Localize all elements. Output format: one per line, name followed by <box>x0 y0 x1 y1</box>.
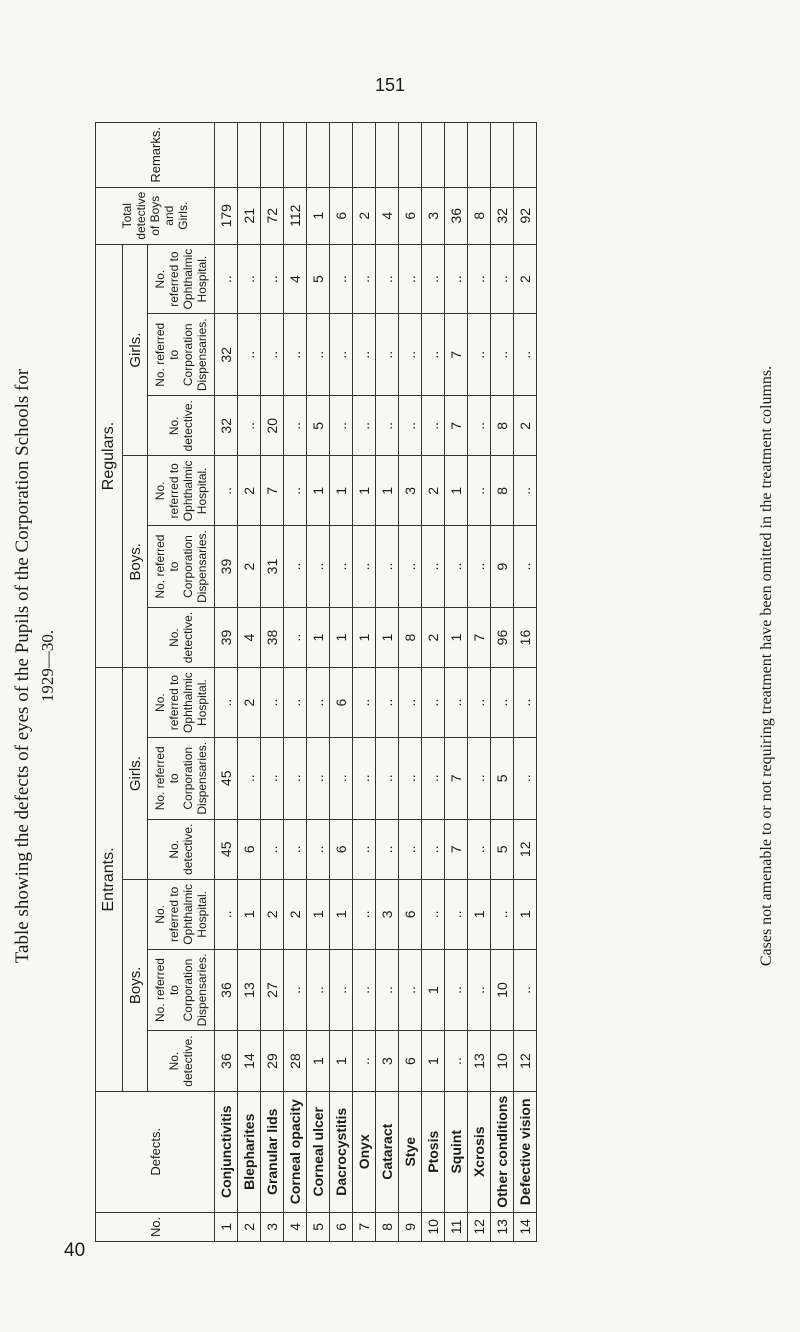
cell-remarks <box>215 123 238 188</box>
cell-no: 14 <box>514 1212 537 1241</box>
cell-eg-disp: .. <box>514 737 537 819</box>
cell-rb-disp: 2 <box>238 526 261 608</box>
cell-remarks <box>330 123 353 188</box>
cell-no: 2 <box>238 1212 261 1241</box>
col-header-hospital: No. referred to Ophthalmic Hospital. <box>148 668 215 738</box>
cell-eg-disp: .. <box>238 737 261 819</box>
cell-eb-det: 29 <box>261 1031 284 1091</box>
col-header-dispensary: No. referred to Corporation Dispensaries. <box>148 526 215 608</box>
sub-header-regulars-girls: Girls. <box>123 244 148 456</box>
cell-no: 13 <box>491 1212 514 1241</box>
cell-rg-det: .. <box>376 396 399 456</box>
cell-eg-hosp: .. <box>261 668 284 738</box>
cell-rb-det: 38 <box>261 607 284 667</box>
cell-eb-det: 3 <box>376 1031 399 1091</box>
cell-total: 6 <box>330 187 353 244</box>
cell-rb-disp: .. <box>399 526 422 608</box>
cell-eb-hosp: .. <box>422 879 445 949</box>
cell-rb-det: 1 <box>445 607 468 667</box>
col-header-detective: No. detective. <box>148 819 215 879</box>
cell-eb-det: 6 <box>399 1031 422 1091</box>
group-header-regulars: Regulars. <box>96 244 123 668</box>
cell-rb-hosp: 3 <box>399 456 422 526</box>
cell-remarks <box>307 123 330 188</box>
sub-header-entrants-boys: Boys. <box>123 879 148 1091</box>
cell-rg-disp: .. <box>468 314 491 396</box>
cell-eg-det: .. <box>399 819 422 879</box>
cell-rb-disp: 31 <box>261 526 284 608</box>
cell-eg-hosp: .. <box>353 668 376 738</box>
cell-eb-disp: .. <box>445 949 468 1031</box>
cell-total: 6 <box>399 187 422 244</box>
cell-rg-det: 32 <box>215 396 238 456</box>
cell-rg-disp: .. <box>491 314 514 396</box>
cell-total: 3 <box>422 187 445 244</box>
cell-rb-disp: .. <box>307 526 330 608</box>
cell-eg-det: 6 <box>330 819 353 879</box>
cell-rg-det: .. <box>330 396 353 456</box>
cell-eb-disp: .. <box>376 949 399 1031</box>
cell-rb-det: 16 <box>514 607 537 667</box>
cell-eb-det: 13 <box>468 1031 491 1091</box>
cell-rb-disp: .. <box>284 526 307 608</box>
cell-rb-det: 1 <box>353 607 376 667</box>
col-header-dispensary: No. referred to Corporation Dispensaries. <box>148 737 215 819</box>
cell-no: 6 <box>330 1212 353 1241</box>
defects-table <box>95 122 537 1242</box>
cell-rg-hosp: .. <box>238 244 261 314</box>
col-header-defects: Defects. <box>96 1091 215 1212</box>
cell-eb-disp: .. <box>514 949 537 1031</box>
cell-rb-disp: .. <box>422 526 445 608</box>
cell-eb-hosp: .. <box>353 879 376 949</box>
cell-rb-hosp: .. <box>468 456 491 526</box>
cell-rg-hosp: .. <box>399 244 422 314</box>
cell-eg-hosp: .. <box>422 668 445 738</box>
cell-defect: Stye <box>399 1091 422 1212</box>
cell-defect: Corneal opacity <box>284 1091 307 1212</box>
cell-eb-hosp: 1 <box>514 879 537 949</box>
cell-rg-hosp: .. <box>353 244 376 314</box>
cell-rb-disp: .. <box>376 526 399 608</box>
cell-rg-disp: 32 <box>215 314 238 396</box>
cell-eb-det: 12 <box>514 1031 537 1091</box>
cell-rg-hosp: .. <box>330 244 353 314</box>
cell-total: 112 <box>284 187 307 244</box>
cell-defect: Xcrosis <box>468 1091 491 1212</box>
cell-rg-disp: .. <box>422 314 445 396</box>
table-row <box>468 123 491 1242</box>
cell-rb-det: .. <box>284 607 307 667</box>
cell-rb-hosp: 1 <box>353 456 376 526</box>
cell-eg-det: .. <box>468 819 491 879</box>
cell-eb-disp: 27 <box>261 949 284 1031</box>
cell-no: 5 <box>307 1212 330 1241</box>
cell-rb-hosp: 7 <box>261 456 284 526</box>
cell-rb-hosp: 8 <box>491 456 514 526</box>
cell-eg-disp: .. <box>468 737 491 819</box>
cell-eb-disp: .. <box>353 949 376 1031</box>
cell-rb-disp: 39 <box>215 526 238 608</box>
cell-eb-det: 1 <box>422 1031 445 1091</box>
cell-eg-hosp: .. <box>514 668 537 738</box>
cell-rb-disp: 9 <box>491 526 514 608</box>
cell-eg-hosp: .. <box>307 668 330 738</box>
cell-eg-hosp: 6 <box>330 668 353 738</box>
cell-eb-hosp: .. <box>215 879 238 949</box>
table-row <box>215 123 238 1242</box>
table-row <box>514 123 537 1242</box>
cell-rb-hosp: .. <box>284 456 307 526</box>
cell-rb-disp: .. <box>514 526 537 608</box>
cell-rb-det: 7 <box>468 607 491 667</box>
col-header-hospital: No. referred to Ophthalmic Hospital. <box>148 879 215 949</box>
cell-total: 1 <box>307 187 330 244</box>
cell-eb-hosp: 1 <box>307 879 330 949</box>
cell-eb-det: .. <box>445 1031 468 1091</box>
table-title: Table showing the defects of eyes of the Pupils of the Corporation Schools for <box>12 368 33 964</box>
cell-eg-disp: 45 <box>215 737 238 819</box>
cell-defect: Cataract <box>376 1091 399 1212</box>
cell-rb-det: 1 <box>376 607 399 667</box>
cell-eg-det: 12 <box>514 819 537 879</box>
cell-eb-disp: .. <box>307 949 330 1031</box>
page-number: 151 <box>375 75 406 95</box>
cell-eg-det: .. <box>376 819 399 879</box>
cell-eb-disp: 36 <box>215 949 238 1031</box>
cell-rb-disp: .. <box>353 526 376 608</box>
cell-defect: Conjunctivitis <box>215 1091 238 1212</box>
cell-eb-hosp: 1 <box>330 879 353 949</box>
cell-total: 8 <box>468 187 491 244</box>
cell-defect: Ptosis <box>422 1091 445 1212</box>
cell-rb-hosp: 2 <box>422 456 445 526</box>
cell-eb-hosp: 2 <box>261 879 284 949</box>
cell-rg-det: 7 <box>445 396 468 456</box>
cell-eg-det: 6 <box>238 819 261 879</box>
cell-no: 12 <box>468 1212 491 1241</box>
cell-rg-hosp: 4 <box>284 244 307 314</box>
cell-total: 21 <box>238 187 261 244</box>
cell-rg-det: .. <box>468 396 491 456</box>
cell-eg-hosp: .. <box>399 668 422 738</box>
cell-rb-hosp: .. <box>514 456 537 526</box>
cell-total: 92 <box>514 187 537 244</box>
cell-rg-disp: .. <box>514 314 537 396</box>
cell-remarks <box>445 123 468 188</box>
cell-remarks <box>422 123 445 188</box>
cell-eg-hosp: .. <box>491 668 514 738</box>
cell-rb-disp: .. <box>330 526 353 608</box>
cell-eb-det: 28 <box>284 1031 307 1091</box>
cell-no: 3 <box>261 1212 284 1241</box>
cell-eg-disp: .. <box>307 737 330 819</box>
cell-eg-det: 45 <box>215 819 238 879</box>
cell-rg-disp: .. <box>261 314 284 396</box>
cell-eg-det: .. <box>307 819 330 879</box>
cell-defect: Other conditions <box>491 1091 514 1212</box>
cell-rg-hosp: .. <box>376 244 399 314</box>
cell-total: 32 <box>491 187 514 244</box>
cell-total: 72 <box>261 187 284 244</box>
cell-rb-det: 39 <box>215 607 238 667</box>
cell-eg-disp: .. <box>330 737 353 819</box>
cell-eb-det: 1 <box>330 1031 353 1091</box>
cell-total: 179 <box>215 187 238 244</box>
cell-eg-det: .. <box>422 819 445 879</box>
cell-rg-hosp: 5 <box>307 244 330 314</box>
cell-eb-hosp: .. <box>491 879 514 949</box>
cell-rg-hosp: .. <box>491 244 514 314</box>
table-row <box>422 123 445 1242</box>
cell-eg-det: 5 <box>491 819 514 879</box>
group-header-entrants: Entrants. <box>96 668 123 1092</box>
cell-rb-disp: .. <box>445 526 468 608</box>
cell-eb-disp: .. <box>284 949 307 1031</box>
cell-eb-hosp: 3 <box>376 879 399 949</box>
cell-rg-det: .. <box>422 396 445 456</box>
cell-rg-hosp: 2 <box>514 244 537 314</box>
cell-eb-hosp: 2 <box>284 879 307 949</box>
cell-remarks <box>491 123 514 188</box>
cell-eb-det: 36 <box>215 1031 238 1091</box>
cell-eb-det: 10 <box>491 1031 514 1091</box>
cell-total: 2 <box>353 187 376 244</box>
table-row <box>353 123 376 1242</box>
cell-rg-det: .. <box>353 396 376 456</box>
cell-eb-hosp: .. <box>445 879 468 949</box>
cell-eg-hosp: .. <box>468 668 491 738</box>
cell-eg-hosp: .. <box>284 668 307 738</box>
cell-rg-disp: .. <box>330 314 353 396</box>
cell-rg-disp: .. <box>284 314 307 396</box>
cell-remarks <box>238 123 261 188</box>
cell-eb-disp: 1 <box>422 949 445 1031</box>
cell-rb-det: 1 <box>307 607 330 667</box>
cell-rg-hosp: .. <box>215 244 238 314</box>
table-row <box>376 123 399 1242</box>
cell-rb-hosp: 1 <box>376 456 399 526</box>
cell-rb-det: 4 <box>238 607 261 667</box>
cell-rg-det: 8 <box>491 396 514 456</box>
cell-rg-disp: .. <box>353 314 376 396</box>
cell-defect: Dacrocystitis <box>330 1091 353 1212</box>
cell-rb-det: 96 <box>491 607 514 667</box>
cell-no: 1 <box>215 1212 238 1241</box>
cell-eg-hosp: .. <box>376 668 399 738</box>
cell-rg-det: 5 <box>307 396 330 456</box>
cell-defect: Granular lids <box>261 1091 284 1212</box>
table-subtitle: 1929—30. <box>38 629 57 703</box>
cell-eb-hosp: 6 <box>399 879 422 949</box>
table-row <box>307 123 330 1242</box>
col-header-remarks: Remarks. <box>96 123 215 188</box>
cell-defect: Defective vision <box>514 1091 537 1212</box>
cell-eg-det: .. <box>261 819 284 879</box>
col-header-no: No. <box>96 1212 215 1241</box>
col-header-detective: No. detective. <box>148 1031 215 1091</box>
cell-defect: Onyx <box>353 1091 376 1212</box>
cell-rg-hosp: .. <box>422 244 445 314</box>
table-row <box>399 123 422 1242</box>
cell-defect: Corneal ulcer <box>307 1091 330 1212</box>
table-row <box>491 123 514 1242</box>
cell-rg-det: 2 <box>514 396 537 456</box>
cell-eg-disp: .. <box>261 737 284 819</box>
cell-no: 8 <box>376 1212 399 1241</box>
cell-eg-disp: 7 <box>445 737 468 819</box>
cell-eg-det: 7 <box>445 819 468 879</box>
cell-remarks <box>353 123 376 188</box>
cell-rb-hosp: 1 <box>330 456 353 526</box>
cell-eb-disp: .. <box>468 949 491 1031</box>
cell-rg-det: .. <box>284 396 307 456</box>
sub-header-entrants-girls: Girls. <box>123 668 148 880</box>
cell-rb-disp: .. <box>468 526 491 608</box>
cell-eb-hosp: 1 <box>468 879 491 949</box>
cell-no: 11 <box>445 1212 468 1241</box>
cell-rg-disp: .. <box>399 314 422 396</box>
table-row <box>330 123 353 1242</box>
cell-remarks <box>284 123 307 188</box>
table-footnote: Cases not amenable to or not requiring treatment have been omitted in the treatment columns. <box>758 365 775 967</box>
cell-rb-det: 2 <box>422 607 445 667</box>
cell-eg-hosp: .. <box>445 668 468 738</box>
cell-rb-det: 8 <box>399 607 422 667</box>
cell-eg-det: .. <box>353 819 376 879</box>
cell-rg-disp: .. <box>307 314 330 396</box>
table-row <box>445 123 468 1242</box>
col-header-hospital: No. referred to Ophthalmic Hospital. <box>148 244 215 314</box>
table-row <box>284 123 307 1242</box>
cell-eb-det: 14 <box>238 1031 261 1091</box>
cell-eb-det: 1 <box>307 1031 330 1091</box>
cell-rg-det: .. <box>399 396 422 456</box>
col-header-detective: No. detective. <box>148 607 215 667</box>
cell-eg-disp: .. <box>399 737 422 819</box>
cell-rg-disp: .. <box>238 314 261 396</box>
cell-rb-hosp: .. <box>215 456 238 526</box>
cell-rb-hosp: 1 <box>307 456 330 526</box>
table-row <box>238 123 261 1242</box>
col-header-total: Total detective of Boys and Girls. <box>96 187 215 244</box>
col-header-dispensary: No. referred to Corporation Dispensaries. <box>148 949 215 1031</box>
cell-total: 4 <box>376 187 399 244</box>
cell-no: 9 <box>399 1212 422 1241</box>
sub-header-regulars-boys: Boys. <box>123 456 148 668</box>
cell-rg-disp: 7 <box>445 314 468 396</box>
cell-remarks <box>399 123 422 188</box>
cell-eb-disp: 13 <box>238 949 261 1031</box>
table-row <box>261 123 284 1242</box>
cell-defect: Blepharites <box>238 1091 261 1212</box>
cell-rg-hosp: .. <box>261 244 284 314</box>
col-header-hospital: No. referred to Ophthalmic Hospital. <box>148 456 215 526</box>
cell-no: 7 <box>353 1212 376 1241</box>
cell-eb-disp: .. <box>399 949 422 1031</box>
cell-eg-hosp: .. <box>215 668 238 738</box>
cell-eb-hosp: 1 <box>238 879 261 949</box>
cell-defect: Squint <box>445 1091 468 1212</box>
cell-remarks <box>261 123 284 188</box>
col-header-detective: No. detective. <box>148 396 215 456</box>
cell-eg-det: .. <box>284 819 307 879</box>
cell-remarks <box>514 123 537 188</box>
cell-eb-disp: .. <box>330 949 353 1031</box>
cell-eg-hosp: 2 <box>238 668 261 738</box>
cell-remarks <box>376 123 399 188</box>
cell-rg-hosp: .. <box>468 244 491 314</box>
cell-total: 36 <box>445 187 468 244</box>
cell-eg-disp: .. <box>353 737 376 819</box>
cell-eg-disp: .. <box>376 737 399 819</box>
cell-eg-disp: .. <box>284 737 307 819</box>
margin-number: 40 <box>64 1240 86 1261</box>
cell-rb-hosp: 1 <box>445 456 468 526</box>
cell-rg-disp: .. <box>376 314 399 396</box>
cell-rb-hosp: 2 <box>238 456 261 526</box>
cell-eg-disp: 5 <box>491 737 514 819</box>
cell-no: 4 <box>284 1212 307 1241</box>
cell-eb-disp: 10 <box>491 949 514 1031</box>
cell-rg-det: .. <box>238 396 261 456</box>
cell-remarks <box>468 123 491 188</box>
cell-eb-det: .. <box>353 1031 376 1091</box>
col-header-dispensary: No. referred to Corporation Dispensaries. <box>148 314 215 396</box>
cell-rg-det: 20 <box>261 396 284 456</box>
cell-no: 10 <box>422 1212 445 1241</box>
cell-rg-hosp: .. <box>445 244 468 314</box>
cell-rb-det: 1 <box>330 607 353 667</box>
cell-eg-disp: .. <box>422 737 445 819</box>
